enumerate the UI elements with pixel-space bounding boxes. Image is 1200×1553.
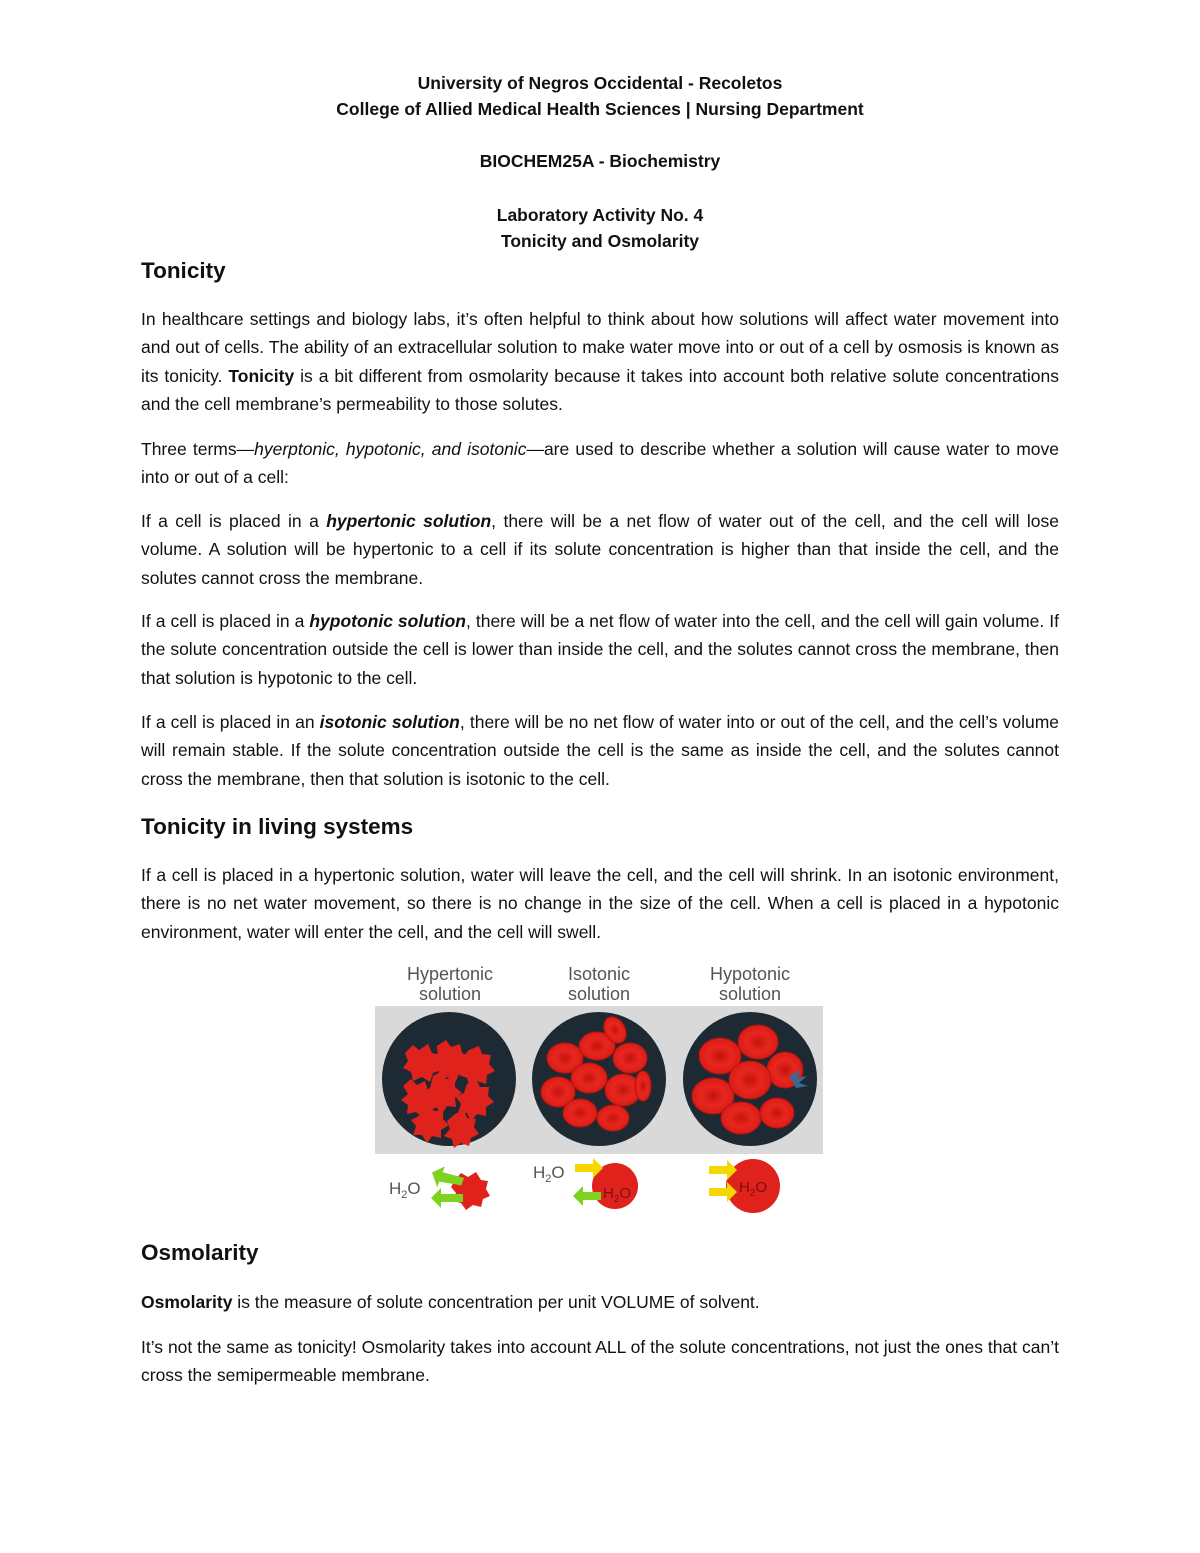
university-name: University of Negros Occidental - Recoletos: [417, 73, 783, 93]
isotonic-water-diagram: [533, 1158, 638, 1209]
isotonic-dish: [532, 1012, 666, 1146]
paragraph-hypotonic: If a cell is placed in a hypotonic solution, there will be a net flow of water into the cell, and the cell will gain volume. If the solute concentration outside the cell is lower than inside the cell, and the solutes cannot cross the membrane, then that solution is hypotonic to the cell.: [141, 611, 1060, 688]
tonicity-figure: [375, 958, 825, 1220]
paragraph-osmolarity-vs-tonicity: It’s not the same as tonicity! Osmolarity takes into account ALL of the solute concentrations, not just the ones that can’t cross the semipermeable membrane.: [141, 1337, 1059, 1386]
paragraph-tonicity-intro: In healthcare settings and biology labs, it’s often helpful to think about how solutions will affect water movement into and out of cells. The ability of an extracellular solution to make water move into or out of a cell by osmosis is known as its tonicity. Tonicity is a bit different from osmolarity because it takes into account both relative solute concentrations and the cell membrane’s permeability to those solutes.: [141, 309, 1059, 414]
course-title: BIOCHEM25A - Biochemistry: [479, 151, 721, 171]
heading-tonicity: Tonicity: [141, 258, 226, 283]
isotonic-h2o-label-inside: $H_2O$: [603, 1185, 632, 1205]
college-name: College of Allied Medical Health Sciences | Nursing Department: [336, 99, 864, 119]
hypertonic-h2o-label: $H_2O$: [389, 1179, 421, 1201]
hypotonic-water-diagram: [709, 1159, 780, 1213]
hypertonic-water-diagram: [389, 1163, 490, 1210]
paragraph-hypertonic: If a cell is placed in a hypertonic solution, there will be a net flow of water out of the cell, and the cell will lose volume. A solution will be hypertonic to a cell if its solute concentration is higher than that inside the cell, and the solutes cannot cross the membrane.: [141, 511, 1059, 588]
paragraph-osmolarity-definition: Osmolarity is the measure of solute concentration per unit VOLUME of solvent.: [141, 1292, 760, 1312]
paragraph-three-terms: Three terms—hyerptonic, hypotonic, and isotonic—are used to describe whether a solution will cause water to move into or out of a cell:: [141, 439, 1059, 488]
isotonic-h2o-label-outside: $H_2O$: [533, 1163, 565, 1185]
paragraph-isotonic: If a cell is placed in an isotonic solution, there will be no net flow of water into or out of the cell, and the cell’s volume will remain stable. If the solute concentration outside the cell is the same as inside the cell, and the solutes cannot cross the membrane, then that solution is isotonic to the cell.: [141, 712, 1060, 789]
hypotonic-h2o-label: $H_2O$: [739, 1179, 768, 1199]
label-hypotonic: Hypotonic solution: [709, 964, 791, 1004]
activity-number: Laboratory Activity No. 4: [496, 205, 704, 225]
label-isotonic: Isotonic solution: [567, 964, 631, 1004]
cells-illustration: [375, 958, 825, 1220]
paragraph-living-systems: If a cell is placed in a hypertonic solution, water will leave the cell, and the cell will shrink. In an isotonic environment, there is no net water movement, so there is no change in the size of the cell. When a cell is placed in a hypotonic environment, water will enter the cell, and the cell will swell.: [141, 865, 1059, 942]
heading-osmolarity: Osmolarity: [141, 1240, 259, 1265]
label-hypertonic: Hypertonic solution: [406, 964, 494, 1004]
hypotonic-dish: [683, 1012, 817, 1146]
activity-title: Tonicity and Osmolarity: [500, 231, 700, 251]
heading-living-systems: Tonicity in living systems: [141, 814, 414, 839]
